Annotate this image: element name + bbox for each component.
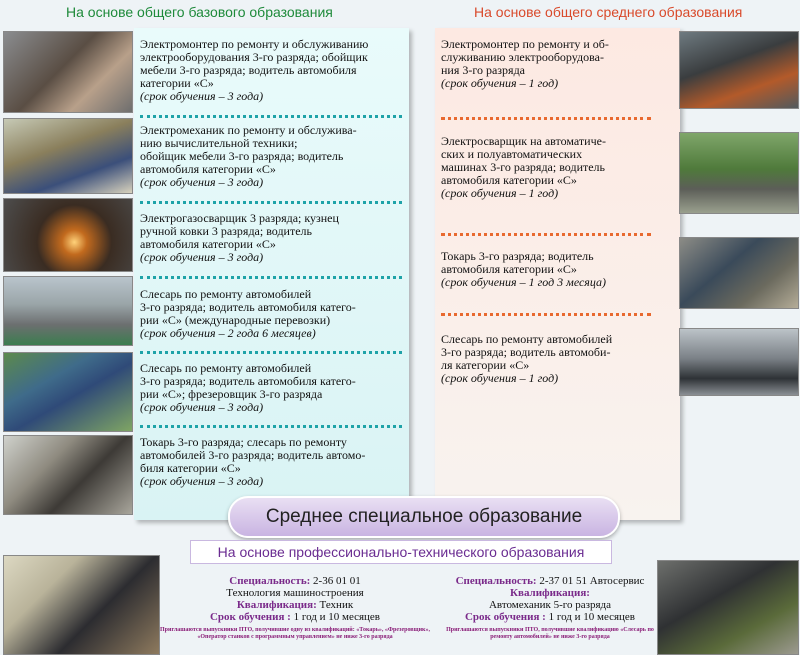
header-secondary-education: На основе общего среднего образования bbox=[474, 4, 743, 20]
left-entry-3 bbox=[140, 212, 408, 264]
photo-technical-class bbox=[3, 555, 160, 655]
photo-car-repair bbox=[679, 328, 799, 396]
photo-milling-workshop bbox=[3, 352, 133, 432]
left-entry-5 bbox=[140, 362, 408, 414]
entry-line: 3-го разряда; водитель автомоби- bbox=[441, 345, 611, 359]
left-entry-2 bbox=[140, 124, 408, 189]
entry-duration: (срок обучения – 3 года) bbox=[140, 250, 264, 264]
photo-car-garage bbox=[3, 276, 133, 346]
photo-lathe-operator bbox=[679, 237, 799, 309]
entry-line: Электромеханик по ремонту и обслужива- bbox=[140, 123, 357, 137]
entry-line: Токарь 3-го разряда; водитель bbox=[441, 249, 594, 263]
divider-dots bbox=[140, 425, 402, 428]
right-entry-4 bbox=[441, 333, 673, 385]
entry-line: 3-го разряда; водитель автомобиля катего- bbox=[140, 374, 356, 388]
qualification-value: Автомеханик 5-го разряда bbox=[488, 599, 612, 611]
term-value: 1 год и 10 месяцев bbox=[293, 611, 381, 623]
entry-line: 3-го разряда; водитель автомобиля катего- bbox=[140, 300, 356, 314]
qualification-label: Квалификация: bbox=[236, 599, 317, 611]
entry-line: Электромонтер по ремонту и обслуживанию bbox=[140, 37, 369, 51]
divider-dots bbox=[441, 117, 651, 120]
entry-duration: (срок обучения – 1 год) bbox=[441, 186, 559, 200]
term-label: Срок обучения : bbox=[464, 611, 546, 623]
entry-line: мебели 3-го разряда; водитель автомобиля bbox=[140, 63, 357, 77]
entry-line: Токарь 3-го разряда; слесарь по ремонту bbox=[140, 435, 347, 449]
divider-dots bbox=[441, 233, 651, 236]
entry-line: ля категории «С» bbox=[441, 358, 530, 372]
entry-duration: (срок обучения – 2 года 6 месяцев) bbox=[140, 326, 316, 340]
entry-line: автомобиля категории «С» bbox=[140, 162, 276, 176]
photo-auto-service bbox=[657, 560, 799, 655]
left-entry-4 bbox=[140, 288, 408, 340]
entry-line: автомобилей 3-го разряда; водитель автомо- bbox=[140, 448, 366, 462]
entry-line: электрооборудования 3-го разряда; обойщик bbox=[140, 50, 368, 64]
entry-line: машинах 3-го разряда; водитель bbox=[441, 160, 606, 174]
entry-duration: (срок обучения – 3 года) bbox=[140, 89, 264, 103]
divider-dots bbox=[140, 276, 402, 279]
entry-line: Слесарь по ремонту автомобилей bbox=[140, 287, 312, 301]
entry-duration: (срок обучения – 1 год) bbox=[441, 76, 559, 90]
specialty-block-right bbox=[435, 575, 665, 641]
entry-line: автомобиля категории «С» bbox=[140, 237, 276, 251]
entry-line: Электрогазосварщик 3 разряда; кузнец bbox=[140, 211, 339, 225]
specialty-value: 2-37 01 51 Автосервис bbox=[539, 575, 645, 587]
right-entry-3 bbox=[441, 250, 673, 289]
entry-duration: (срок обучения – 1 год 3 месяца) bbox=[441, 275, 607, 289]
entry-duration: (срок обучения – 3 года) bbox=[140, 175, 264, 189]
qualification-label: Квалификация: bbox=[510, 587, 590, 599]
specialty-block-left bbox=[160, 575, 430, 641]
entry-duration: (срок обучения – 1 год) bbox=[441, 371, 559, 385]
left-entry-6 bbox=[140, 436, 408, 488]
photo-computer-class bbox=[3, 118, 133, 194]
entry-line: нию вычислительной техники; bbox=[140, 136, 298, 150]
photo-welder bbox=[3, 198, 133, 272]
vocational-education-subtitle: На основе профессионально-технического образования bbox=[190, 540, 612, 564]
entry-line: ских и полуавтоматических bbox=[441, 147, 583, 161]
entry-line: Электромонтер по ремонту и об- bbox=[441, 37, 609, 51]
header-basic-education: На основе общего базового образования bbox=[66, 4, 333, 20]
term-value: 1 год и 10 месяцев bbox=[548, 611, 636, 623]
divider-dots bbox=[140, 351, 402, 354]
entry-line: рии «С» (международные перевозки) bbox=[140, 313, 331, 327]
divider-dots bbox=[441, 313, 651, 316]
entry-line: Электросварщик на автоматиче- bbox=[441, 134, 606, 148]
divider-dots bbox=[140, 115, 402, 118]
entry-line: автомобиля категории «С» bbox=[441, 173, 577, 187]
specialty-label: Специальность: bbox=[455, 575, 537, 587]
entry-line: рии «С»; фрезеровщик 3-го разряда bbox=[140, 387, 323, 401]
entry-duration: (срок обучения – 3 года) bbox=[140, 400, 264, 414]
entry-line: служиванию электрооборудова- bbox=[441, 50, 604, 64]
entry-line: автомобиля категории «С» bbox=[441, 262, 577, 276]
left-entry-1 bbox=[140, 38, 408, 103]
photo-electrical-panel-class bbox=[679, 31, 799, 109]
secondary-special-education-title: Среднее специальное образование bbox=[228, 496, 620, 538]
right-entry-1 bbox=[441, 38, 673, 90]
admission-note: Приглашаются выпускники ПТО, получившие одну из квалификаций: «Токарь», «Фрезеровщик», «Оператор станков с программным управлением» не ниже 3-го разряда bbox=[160, 627, 431, 640]
entry-line: ручной ковки 3 разряда; водитель bbox=[140, 224, 313, 238]
right-entry-2 bbox=[441, 135, 673, 200]
term-label: Срок обучения : bbox=[209, 611, 291, 623]
photo-truck-yard bbox=[679, 132, 799, 214]
specialty-value: 2-36 01 01 bbox=[313, 575, 361, 587]
entry-line: ния 3-го разряда bbox=[441, 63, 525, 77]
admission-note: Приглашаются выпускники ПТО, получившие квалификацию «Слесарь по ремонту автомобилей» не ниже 3-го разряда bbox=[446, 627, 654, 640]
specialty-label: Специальность: bbox=[229, 575, 311, 587]
entry-line: Слесарь по ремонту автомобилей bbox=[441, 332, 613, 346]
entry-line: категории «С» bbox=[140, 76, 214, 90]
photo-electrician-workshop bbox=[3, 31, 133, 113]
specialty-name: Технология машиностроения bbox=[226, 587, 364, 599]
qualification-value: Техник bbox=[319, 599, 354, 611]
entry-line: Слесарь по ремонту автомобилей bbox=[140, 361, 312, 375]
entry-line: биля категории «С» bbox=[140, 461, 241, 475]
entry-line: обойщик мебели 3-го разряда; водитель bbox=[140, 149, 344, 163]
entry-duration: (срок обучения – 3 года) bbox=[140, 474, 264, 488]
divider-dots bbox=[140, 201, 402, 204]
photo-lathe-workshop bbox=[3, 435, 133, 515]
